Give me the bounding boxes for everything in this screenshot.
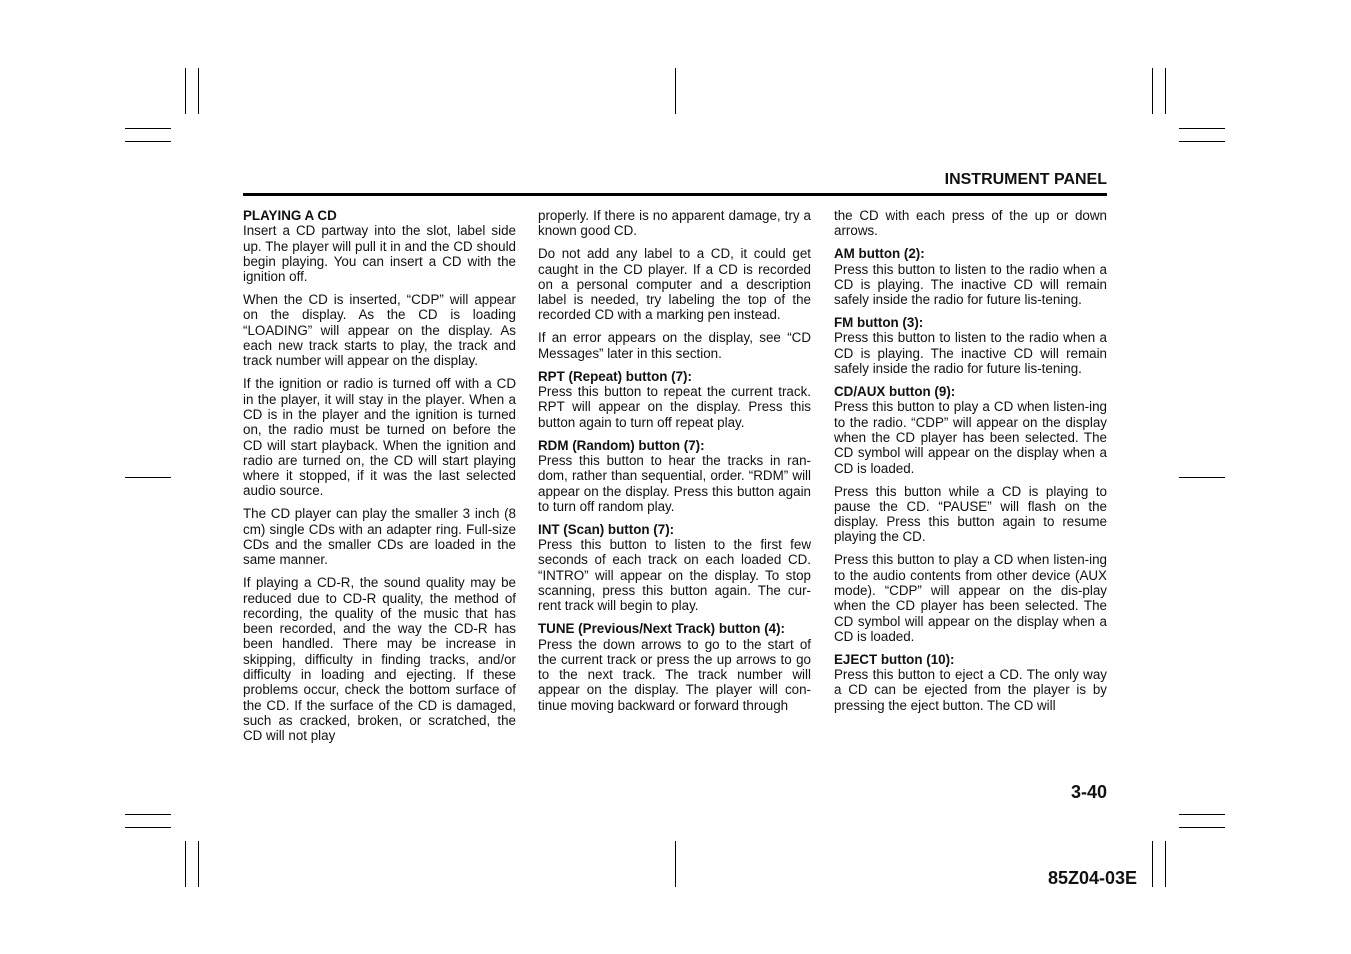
document-code: 85Z04-03E bbox=[1047, 868, 1137, 888]
am-button-description: Press this button to listen to the radio when a CD is playing. The inactive CD will remain safely inside the radio for future lis-tening. bbox=[834, 261, 1107, 308]
am-button-heading: AM button (2): bbox=[834, 246, 925, 262]
rdm-button-heading: RDM (Random) button (7): bbox=[538, 437, 705, 453]
crop-mark-top-left-v2 bbox=[198, 68, 199, 114]
crop-mark-bottom-right-h2 bbox=[1179, 827, 1225, 828]
crop-mark-bottom-right-v2 bbox=[1165, 841, 1166, 887]
crop-mark-top-right-h2 bbox=[1179, 141, 1225, 142]
cd-aux-button-description: Press this button to play a CD when listen-ing to the audio contents from other device (AUX mode). “CDP” will appear on the dis-play when the CD player has been selected. The CD symbol will appear on the display when a CD is loaded. bbox=[834, 552, 1107, 644]
crop-mark-top-center-v bbox=[675, 68, 676, 114]
playing-a-cd-heading: PLAYING A CD bbox=[243, 208, 337, 223]
crop-mark-bottom-left-h1 bbox=[125, 814, 171, 815]
cd-aux-button-heading: CD/AUX button (9): bbox=[834, 384, 956, 400]
fm-button-heading: FM button (3): bbox=[834, 315, 924, 331]
crop-mark-bottom-right-v1 bbox=[1152, 841, 1153, 887]
crop-mark-mid-right-h bbox=[1179, 477, 1225, 478]
eject-button-description: Press this button to eject a CD. The only way a CD can be ejected from the player is by pressing the eject button. The CD will bbox=[834, 667, 1107, 713]
section-title: INSTRUMENT PANEL bbox=[944, 171, 1107, 188]
crop-mark-bottom-left-v2 bbox=[198, 841, 199, 887]
rdm-button-description: Press this button to hear the tracks in ran-dom, rather than sequential, order. “RDM” will appear on the display. Press this button again to turn off random play. bbox=[538, 452, 811, 514]
page-number: 3-40 bbox=[1070, 782, 1107, 802]
paragraph: If an error appears on the display, see “CD Messages” later in this section. bbox=[538, 330, 811, 361]
cd-aux-button-description: Press this button while a CD is playing to pause the CD. “PAUSE” will flash on the display. Press this button again to resume playing the CD. bbox=[834, 483, 1107, 545]
cd-aux-button-description: Press this button to play a CD when listen-ing to the radio. “CDP” will appear on the display when the CD player has been selected. The CD symbol will appear on the display when a CD is loaded. bbox=[834, 399, 1107, 476]
header-rule bbox=[243, 193, 1107, 196]
crop-mark-mid-left-h bbox=[125, 477, 171, 478]
crop-mark-top-left-h2 bbox=[125, 141, 171, 142]
int-button-description: Press this button to listen to the first few seconds of each track on each loaded CD. “INTRO” will appear on the display. To stop scanning, press this button again. The cur-rent track will begin to play. bbox=[538, 537, 811, 614]
paragraph: Do not add any label to a CD, it could get caught in the CD player. If a CD is recorded on a personal computer and a description label is needed, try labeling the top of the recorded CD with a marking pen instead. bbox=[538, 246, 811, 323]
crop-mark-top-right-v1 bbox=[1152, 68, 1153, 114]
crop-mark-top-right-h1 bbox=[1179, 128, 1225, 129]
tune-button-description: Press the down arrows to go to the start of the current track or press the up arrows to go to the next track. The track number will appear on the display. The player will con-tinue moving backward or forward through bbox=[538, 636, 811, 713]
crop-mark-bottom-right-h1 bbox=[1179, 814, 1225, 815]
paragraph: The CD player can play the smaller 3 inch (8 cm) single CDs with an adapter ring. Full-size CDs and the smaller CDs are loaded in the same manner. bbox=[243, 506, 516, 568]
int-button-heading: INT (Scan) button (7): bbox=[538, 521, 675, 537]
crop-mark-bottom-left-h2 bbox=[125, 827, 171, 828]
crop-mark-bottom-left-v1 bbox=[185, 841, 186, 887]
paragraph: If the ignition or radio is turned off with a CD in the player, it will stay in the player. When a CD is in the player and the ignition is turned on, the radio must be turned on before the CD will start playback. When the ignition and radio are turned on, the CD will start playing where it stopped, if it was the last selected audio source. bbox=[243, 376, 516, 499]
rpt-button-description: Press this button to repeat the current track. RPT will appear on the display. Press this button again to turn off repeat play. bbox=[538, 384, 811, 430]
fm-button-description: Press this button to listen to the radio when a CD is playing. The inactive CD will remain safely inside the radio for future lis-tening. bbox=[834, 330, 1107, 377]
crop-mark-top-left-v1 bbox=[185, 68, 186, 114]
crop-mark-bottom-center-v bbox=[675, 841, 676, 887]
paragraph: When the CD is inserted, “CDP” will appear on the display. As the CD is loading “LOADING” will appear on the display. As each new track starts to play, the track and track number will appear on the display. bbox=[243, 292, 516, 369]
rpt-button-heading: RPT (Repeat) button (7): bbox=[538, 368, 692, 384]
paragraph: the CD with each press of the up or down arrows. bbox=[834, 208, 1107, 239]
crop-mark-top-left-h1 bbox=[125, 128, 171, 129]
eject-button-heading: EJECT button (10): bbox=[834, 651, 955, 667]
column-1 bbox=[243, 208, 516, 751]
paragraph: properly. If there is no apparent damage, try a known good CD. bbox=[538, 208, 811, 239]
crop-mark-top-right-v2 bbox=[1165, 68, 1166, 114]
paragraph: If playing a CD-R, the sound quality may be reduced due to CD-R quality, the method of recording, the quality of the music that has been recorded, and the way the CD-R has been handled. There may be increase in skipping, difficulty in finding tracks, and/or difficulty in loading and ejecting. If these problems occur, check the bottom surface of the CD. If the surface of the CD is damaged, such as cracked, broken, or scratched, the CD will not play bbox=[243, 575, 516, 744]
paragraph: Insert a CD partway into the slot, label side up. The player will pull it in and the CD should begin playing. You can insert a CD with the ignition off. bbox=[243, 223, 516, 285]
column-2 bbox=[538, 208, 811, 721]
tune-button-heading: TUNE (Previous/Next Track) button (4): bbox=[538, 621, 786, 637]
column-3 bbox=[834, 208, 1107, 721]
